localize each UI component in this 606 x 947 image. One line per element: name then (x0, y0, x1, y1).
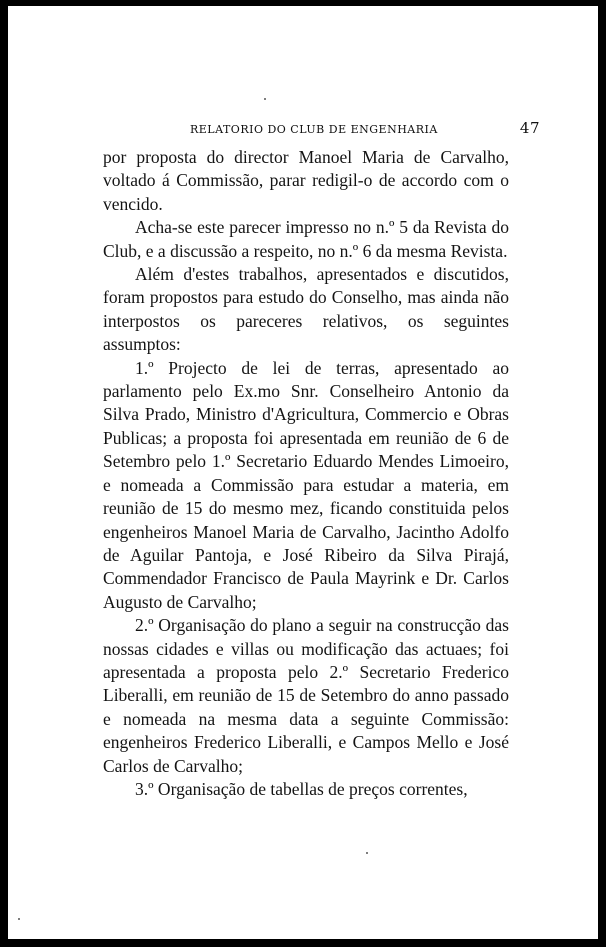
paragraph-intro-assumptos: Além d'estes trabalhos, apresentados e discutidos, foram propostos para estudo do Conselho, mas ainda não interpostos os pareceres relativos, os seguintes assumptos: (103, 264, 509, 355)
paragraph-continuation: por proposta do director Manoel Maria de Carvalho, voltado á Commissão, parar redigil-o de accordo com o vencido. (103, 147, 509, 214)
speck (264, 98, 266, 100)
list-item-1: 1.º Projecto de lei de terras, apresentado ao parlamento pelo Ex.mo Snr. Conselheiro Antonio da Silva Prado, Ministro d'Agricultura, Commercio e Obras Publicas; a proposta foi apresentada em reunião de 6 de Setembro pelo 1.º Secretario Eduardo Mendes Limoeiro, e nomeada a Commissão para estudar a materia, em reunião de 15 do mesmo mez, ficando constituida pelos engenheiros Manoel Maria de Carvalho, Jacintho Adolfo de Aguilar Pantoja, e José Ribeiro da Silva Pirajá, Commendador Francisco de Paula Mayrink e Dr. Carlos Augusto de Carvalho; (103, 357, 509, 612)
running-title: RELATORIO DO CLUB DE ENGENHARIA (190, 123, 438, 136)
book-page (8, 6, 598, 939)
list-item-3: 3.º Organisação de tabellas de preços correntes, (135, 778, 468, 799)
page-number: 47 (519, 119, 540, 137)
list-item-2: 2.º Organisação do plano a seguir na construcção das nossas cidades e villas ou modificação das actuaes; foi apresentada a proposta pelo 2.º Secretario Frederico Liberalli, em reunião de 15 de Setembro do anno passado e nomeada na mesma data a seguinte Commissão: engenheiros Frederico Liberalli, e Campos Mello e José Carlos de Carvalho; (103, 615, 509, 776)
speck (18, 918, 20, 920)
body-text (103, 146, 509, 801)
speck (366, 852, 368, 854)
paragraph-revista: Acha-se este parecer impresso no n.º 5 da Revista do Club, e a discussão a respeito, no n.º 6 da mesma Revista. (103, 217, 509, 261)
